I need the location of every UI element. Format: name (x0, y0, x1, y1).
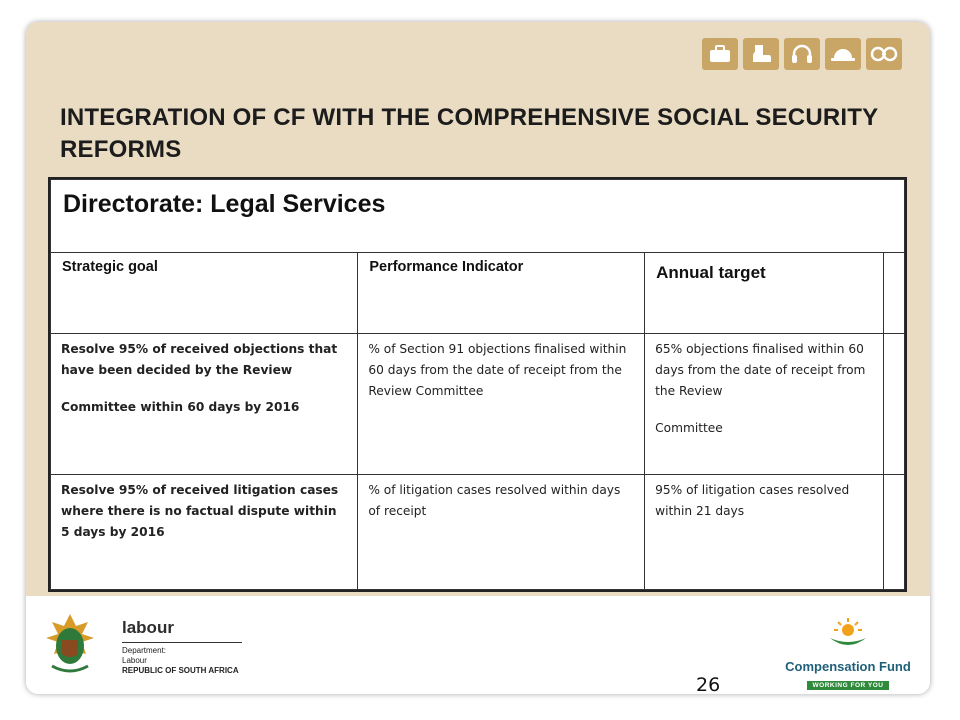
legal-services-table (48, 177, 907, 592)
empty-column (884, 253, 905, 334)
table-row (51, 334, 905, 475)
performance-indicator-cell: % of litigation cases resolved within days of receipt (358, 475, 645, 590)
empty-cell (884, 475, 905, 590)
page-number: 26 (696, 674, 721, 694)
coat-of-arms-icon (42, 610, 98, 676)
labour-name: labour (122, 618, 174, 637)
performance-indicator-cell: % of Section 91 objections finalised within 60 days from the date of receipt from the Review Committee (358, 334, 645, 475)
goggles-icon (866, 38, 902, 70)
slide-title: INTEGRATION OF CF WITH THE COMPREHENSIVE SOCIAL SECURITY REFORMS (60, 104, 878, 163)
annual-target-cell: 95% of litigation cases resolved within 21 days (645, 475, 884, 590)
divider (122, 642, 242, 643)
annual-target-cell: 65% objections finalised within 60 days from the date of receipt from the Review Committee (645, 334, 884, 475)
strategic-goal-cell: Resolve 95% of received objections that have been decided by the Review Committee within 60 days by 2016 (51, 334, 358, 475)
briefcase-icon (702, 38, 738, 70)
compensation-fund-logo: Compensation Fund WORKING FOR YOU (778, 618, 918, 680)
table-heading: Directorate: Legal Services (51, 180, 905, 253)
labour-wordmark: labour Department: Labour REPUBLIC OF SOUTH AFRICA (122, 618, 242, 676)
column-header-performance-indicator: Performance Indicator (358, 253, 645, 334)
strategic-goal-cell: Resolve 95% of received litigation cases where there is no factual dispute within 5 days by 2016 (51, 475, 358, 590)
boot-icon (743, 38, 779, 70)
slide (26, 22, 930, 694)
column-header-strategic-goal: Strategic goal (51, 253, 358, 334)
empty-cell (884, 334, 905, 475)
hard-hat-icon (825, 38, 861, 70)
safety-icons (702, 38, 902, 74)
sun-hands-icon (824, 618, 872, 650)
column-header-annual-target: Annual target (645, 253, 884, 334)
headphones-icon (784, 38, 820, 70)
department-of-labour-logo (42, 610, 252, 680)
table-row (51, 475, 905, 590)
